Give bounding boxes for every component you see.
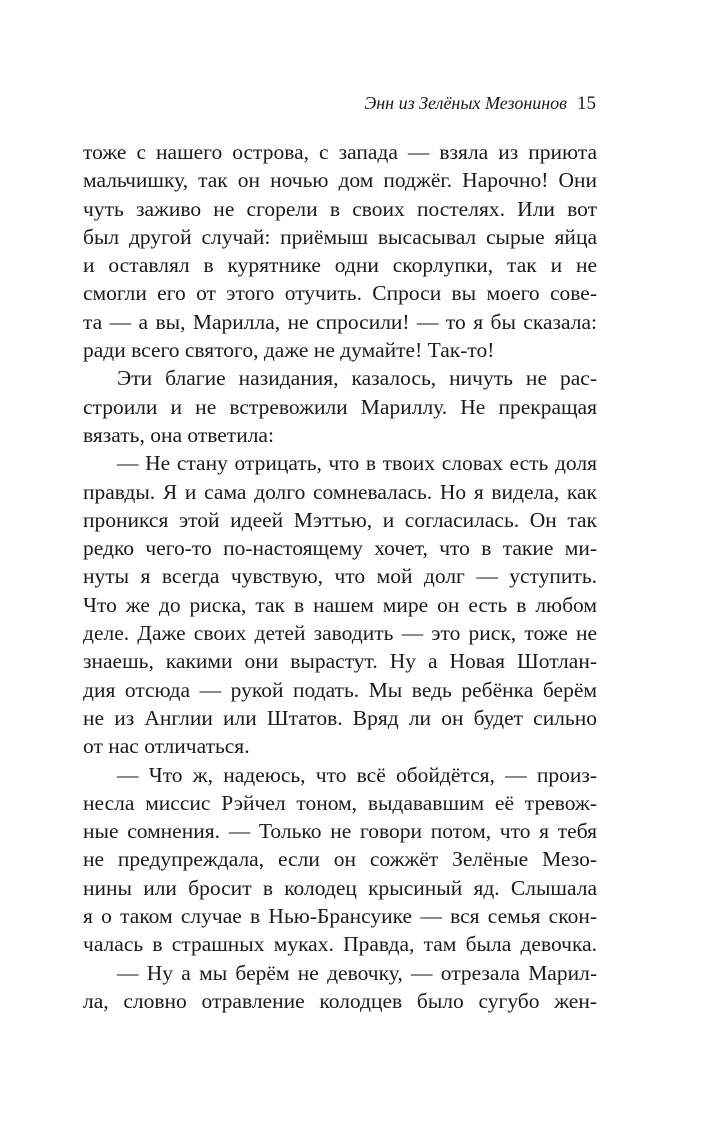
text-line: строили и не встревожили Мариллу. Не прекращая xyxy=(83,394,597,419)
text-line: ла, словно отравление колодцев было сугубо жен- xyxy=(83,988,597,1013)
text-line: редко чего-то по-настоящему хочет, что в такие ми- xyxy=(83,536,597,561)
text-line: мальчишку, так он ночью дом поджёг. Нарочно! Они xyxy=(83,168,597,193)
text-line: чалась в страшных муках. Правда, там была девочка. xyxy=(83,932,597,957)
text-line: Что же до риска, так в нашем мире он есть в любом xyxy=(83,592,597,617)
body-text xyxy=(83,138,597,1015)
text-line: знаешь, какими они вырастут. Ну а Новая Шотлан- xyxy=(83,649,597,674)
text-line: вязать, она ответила: xyxy=(83,422,274,447)
text-line: правды. Я и сама долго сомневалась. Но я видела, как xyxy=(83,479,597,504)
text-line: деле. Даже своих детей заводить — это риск, тоже не xyxy=(83,621,597,646)
text-line: проникся этой идеей Мэттью, и согласилась. Он так xyxy=(83,507,597,532)
page-number: 15 xyxy=(577,93,596,114)
text-line: несла миссис Рэйчел тоном, выдававшим её тревож- xyxy=(83,790,597,815)
text-line: нины или бросит в колодец крысиный яд. Слышала xyxy=(83,875,597,900)
text-line: был другой случай: приёмыш высасывал сырые яйца xyxy=(83,224,597,249)
text-line: нуты я всегда чувствую, что мой долг — уступить. xyxy=(83,564,597,589)
running-title: Энн из Зелёных Мезонинов xyxy=(364,93,567,113)
text-line: и оставлял в курятнике одни скорлупки, так и не xyxy=(83,253,597,278)
text-line: та — а вы, Марилла, не спросили! — то я бы сказала: xyxy=(83,309,597,334)
text-line: дия отсюда — рукой подать. Мы ведь ребёнка берём xyxy=(83,677,597,702)
text-line: Эти благие назидания, казалось, ничуть не рас- xyxy=(117,366,597,391)
text-line: тоже с нашего острова, с запада — взяла из приюта xyxy=(83,140,597,164)
text-line: я о таком случае в Нью-Брансуике — вся семья скон- xyxy=(83,904,597,929)
running-head xyxy=(364,91,596,116)
text-line: ные сомнения. — Только не говори потом, что я тебя xyxy=(83,819,597,844)
text-line: не из Англии или Штатов. Вряд ли он будет сильно xyxy=(83,705,597,730)
text-line: — Ну а мы берём не девочку, — отрезала Марил- xyxy=(117,960,597,985)
text-line: чуть заживо не сгорели в своих постелях. Или вот xyxy=(83,196,597,221)
text-line: — Не стану отрицать, что в твоих словах есть доля xyxy=(117,451,597,476)
text-line: ради всего святого, даже не думайте! Так-то! xyxy=(83,338,495,363)
text-line: смогли его от этого отучить. Спроси вы моего сове- xyxy=(83,281,597,306)
text-line: от нас отличаться. xyxy=(83,734,250,759)
text-line: — Что ж, надеюсь, что всё обойдётся, — произ- xyxy=(117,762,597,787)
text-line: не предупреждала, если он сожжёт Зелёные Мезо- xyxy=(83,847,597,872)
